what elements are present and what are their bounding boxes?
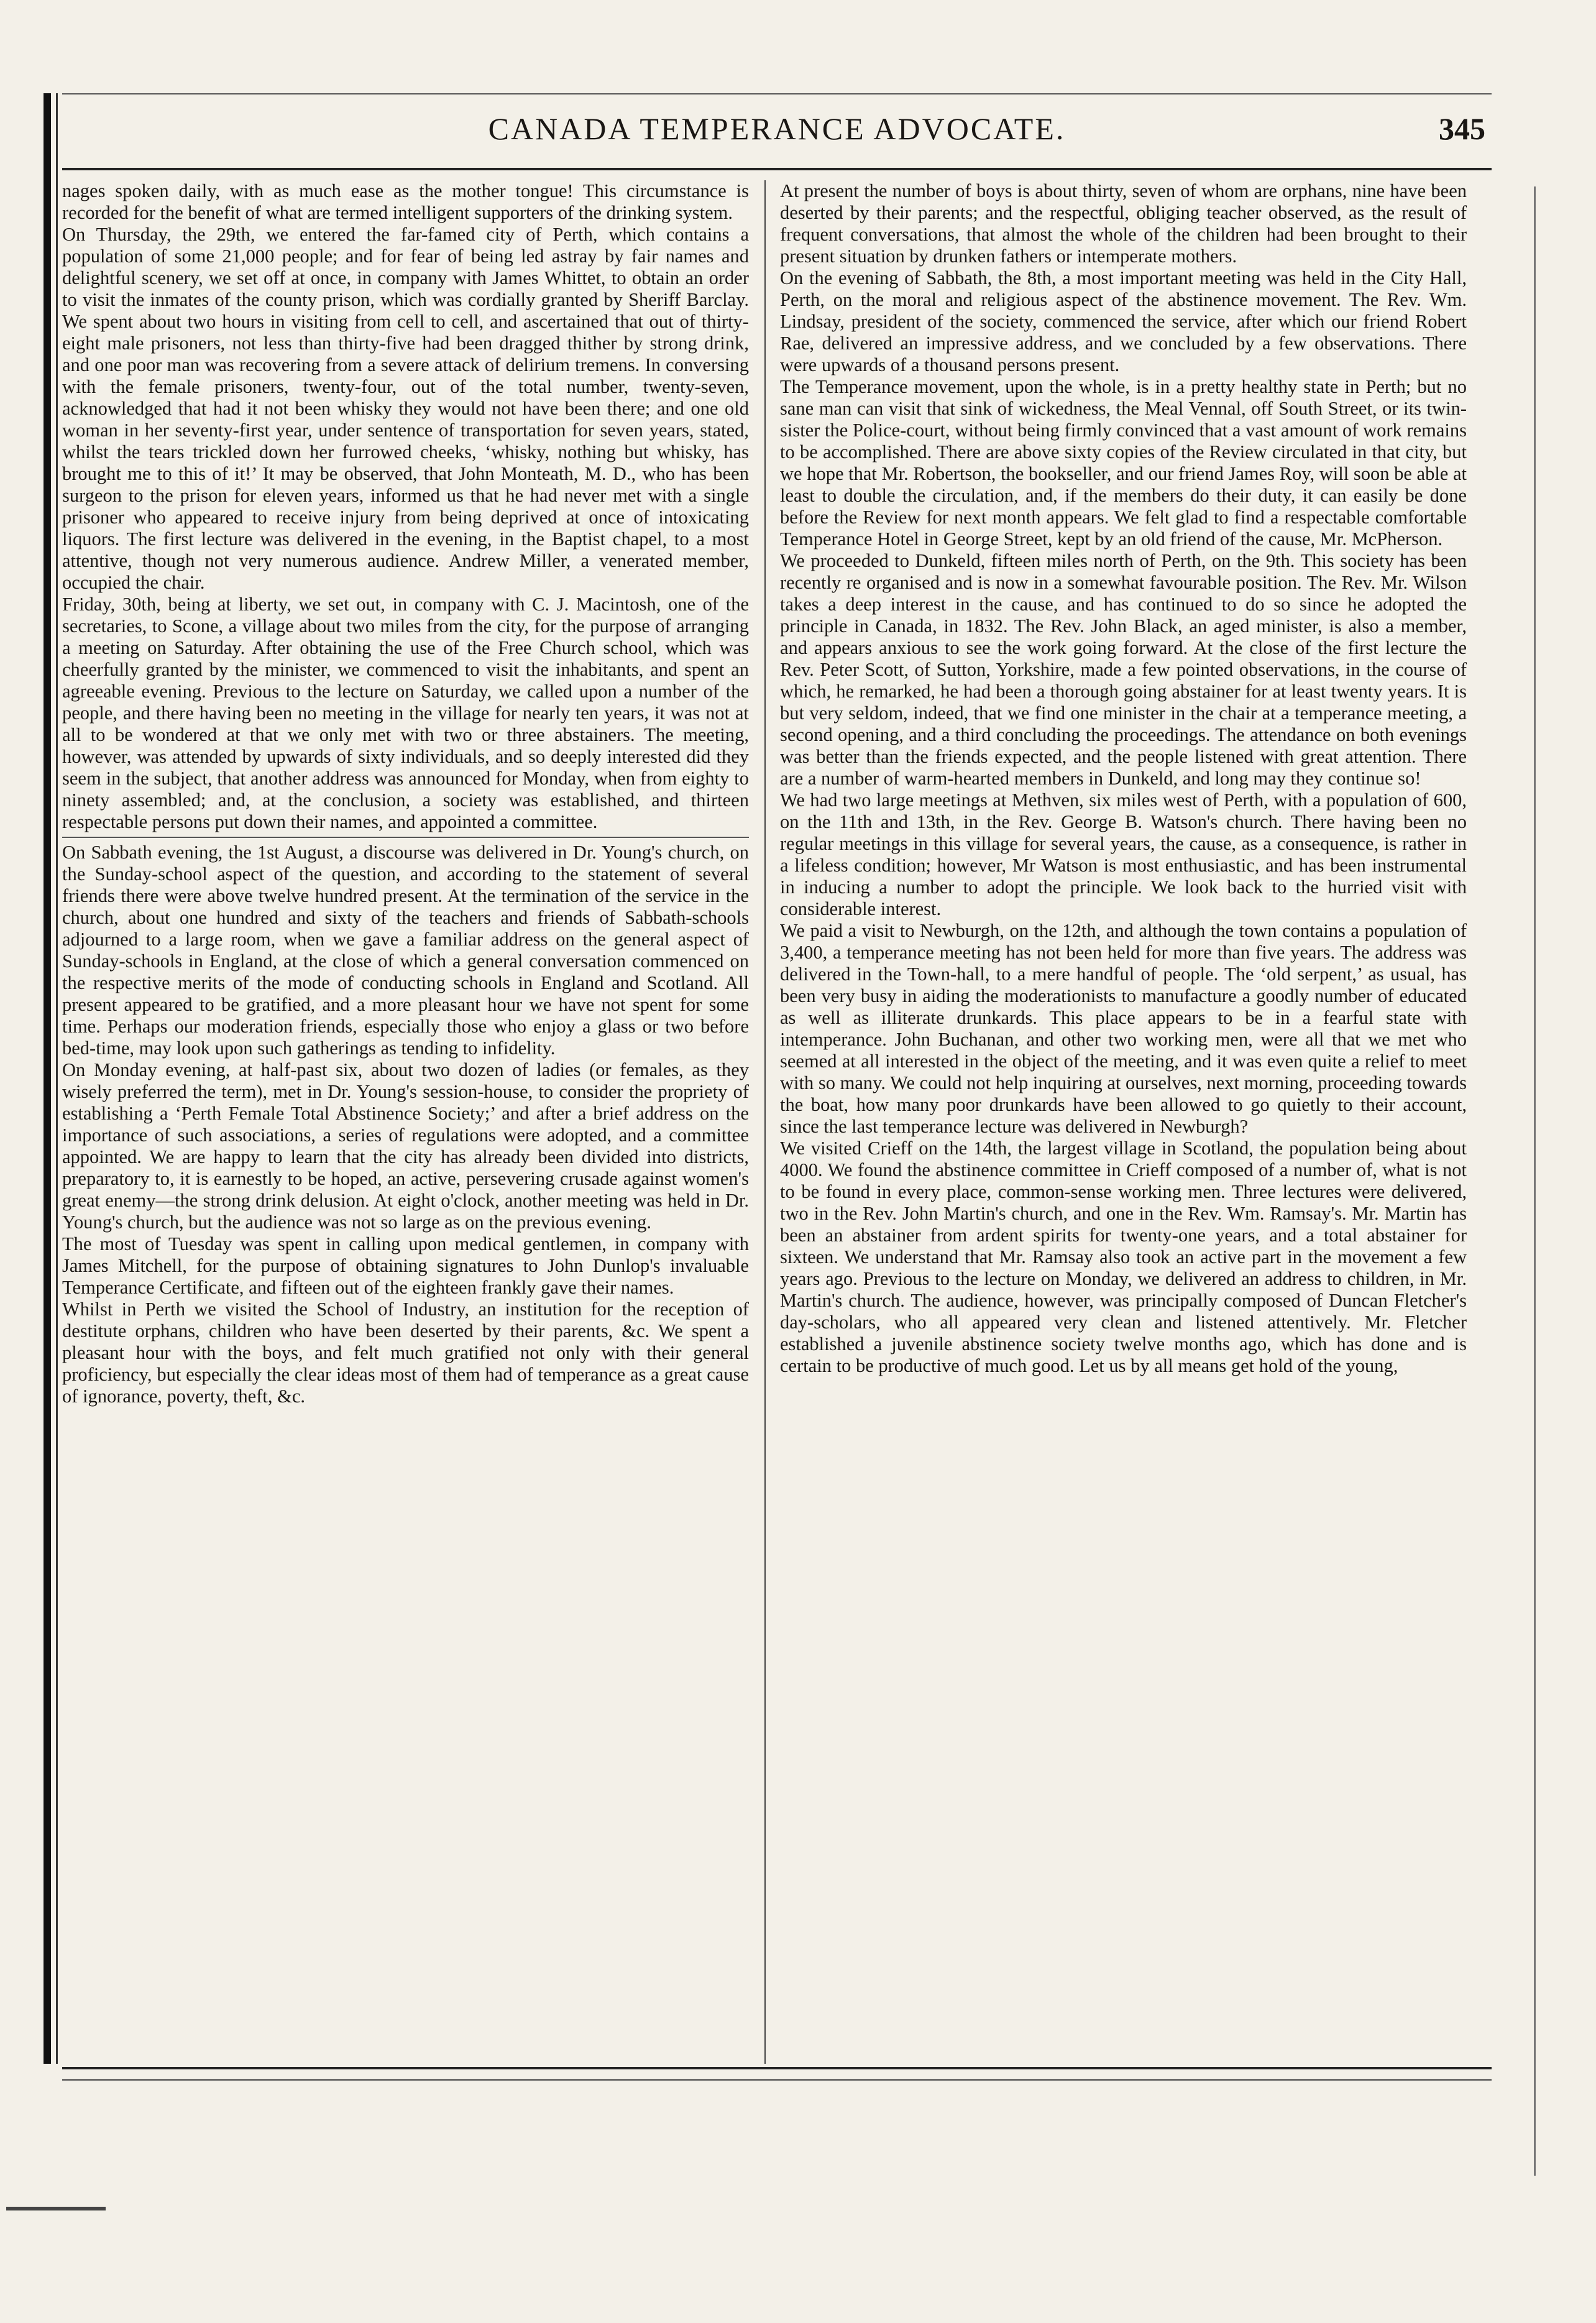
paragraph: Whilst in Perth we visited the School of Industry, an institution for the reception of destitute orphans, children who have been deserted by their parents, &c. We spent a pleasant hour with the boys, and felt much gratified not only with their general proficiency, but especially the clear ideas most of them had of temperance as a great cause of ignorance, poverty, theft, &c. — [62, 1299, 749, 1407]
footer-rule-thin — [62, 2079, 1492, 2081]
bottom-edge-mark — [6, 2207, 106, 2210]
paragraph: On the evening of Sabbath, the 8th, a most important meeting was held in the City Hall, Perth, on the moral and religious aspect of the abstinence movement. The Rev. Wm. Lindsay, president of the society, commenced the service, after which our friend Robert Rae, delivered an impressive address, and we concluded by a few observations. There were upwards of a thousand persons present. — [780, 267, 1467, 375]
column-divider — [764, 180, 766, 2064]
paragraph: The Temperance movement, upon the whole, is in a pretty healthy state in Perth; but no sane man can visit that sink of wickedness, the Meal Vennal, off South Street, or its twin-sister the Police-court, without being firmly convinced that a vast amount of work remains to be accomplished. There are above sixty copies of the Review circulated in that city, but we hope that Mr. Robertson, the bookseller, and our friend James Roy, will soon be able at least to double the circulation, and, if the members do their duty, it can easily be done before the Review for next month appears. We felt glad to find a respectable comfortable Temperance Hotel in George Street, kept by an old friend of the cause, Mr. McPherson. — [780, 376, 1467, 550]
paragraph: On Sabbath evening, the 1st August, a discourse was delivered in Dr. Young's church, on the Sunday-school aspect of the question, and according to the statement of several friends there were above twelve hundred present. At the termination of the service in the church, about one hundred and sixty of the teachers and friends of Sabbath-schools adjourned to a large room, when we gave a familiar address on the general aspect of Sunday-schools in England, at the close of which a general conversation commenced on the respective merits of the mode of conducting schools in England and Scotland. All present appeared to be gratified, and a more pleasant hour we have not spent for some time. Perhaps our moderation friends, especially those who enjoy a glass or two before bed-time, may look upon such gatherings as tending to infidelity. — [62, 842, 749, 1059]
paragraph: We visited Crieff on the 14th, the largest village in Scotland, the population being about 4000. We found the abstinence committee in Crieff composed of a number of, what is not to be found in every place, common-sense working men. Three lectures were delivered, two in the Rev. John Martin's church, and one in the Rev. Wm. Ramsay's. Mr. Martin has been an abstainer from ardent spirits for twenty-one years, and a total abstainer for sixteen. We understand that Mr. Ramsay also took an active part in the movement a few years ago. Previous to the lecture on Monday, we delivered an address to children, in Mr. Martin's church. The audience, however, was principally composed of Duncan Fletcher's day-scholars, who all appeared very clean and listened attentively. Mr. Fletcher established a juvenile abstinence society twelve months ago, which has done and is certain to be productive of much good. Let us by all means get hold of the young, — [780, 1138, 1467, 1376]
paragraph: We had two large meetings at Methven, six miles west of Perth, with a population of 600, on the 11th and 13th, in the Rev. George B. Watson's church. There having been no regular meetings in this village for several years, the cause, as a consequence, is rather in a lifeless condition; however, Mr Watson is most enthusiastic, and has been instrumental in inducing a number to adopt the principle. We look back to the hurried visit with considerable interest. — [780, 789, 1467, 919]
right-column — [780, 180, 1467, 1377]
paragraph: The most of Tuesday was spent in calling upon medical gentlemen, in company with James Mitchell, for the purpose of obtaining signatures to John Dunlop's invaluable Temperance Certificate, and fifteen out of the eighteen frankly gave their names. — [62, 1233, 749, 1298]
left-border-rule-thin — [56, 93, 58, 2064]
paragraph: We proceeded to Dunkeld, fifteen miles north of Perth, on the 9th. This society has been recently re organised and is now in a somewhat favourable position. The Rev. Mr. Wilson takes a deep interest in the cause, and has continued to do so since he adopted the principle in Canada, in 1832. The Rev. John Black, an aged minister, is also a member, and appears anxious to see the work going forward. At the close of the first lecture the Rev. Peter Scott, of Sutton, Yorkshire, made a few pointed observations, in the course of which, he remarked, he had been a thorough going abstainer for at least twenty years. It is but very seldom, indeed, that we find one minister in the chair at a temperance meeting, a second opening, and a third concluding the proceedings. The attendance on both evenings was better than the friends expected, and the people listened with great attention. There are a number of warm-hearted members in Dunkeld, and long may they continue so! — [780, 550, 1467, 789]
header-rule — [62, 168, 1492, 170]
left-border-rule — [44, 93, 51, 2064]
top-rule — [62, 93, 1492, 94]
footer-rule — [62, 2067, 1492, 2069]
running-title: CANADA TEMPERANCE ADVOCATE. — [488, 111, 1066, 146]
page-number: 345 — [1439, 111, 1485, 146]
paragraph: On Monday evening, at half-past six, about two dozen of ladies (or females, as they wisely preferred the term), met in Dr. Young's session-house, to consider the propriety of establishing a ‘Perth Female Total Abstinence Society;’ and after a brief address on the importance of such associations, a series of regulations were adopted, and a committee appointed. We are happy to learn that the city has already been divided into districts, preparatory to, it is earnestly to be hoped, an active, persevering crusade against women's great enemy—the strong drink delusion. At eight o'clock, another meeting was held in Dr. Young's church, but the audience was not so large as on the previous evening. — [62, 1059, 749, 1233]
section-divider — [62, 837, 749, 838]
page-header — [62, 99, 1492, 168]
left-column — [62, 180, 749, 1407]
paragraph: We paid a visit to Newburgh, on the 12th, and although the town contains a population of 3,400, a temperance meeting has not been held for more than five years. The address was delivered in the Town-hall, to a mere handful of people. The ‘old serpent,’ as usual, has been very busy in aiding the moderationists to manufacture a goodly number of educated as well as illiterate drunkards. This place appears to be in a fearful state with intemperance. John Buchanan, and other two working men, were all that we met who seemed at all interested in the object of the meeting, and it was even quite a relief to meet with so many. We could not help inquiring at ourselves, next morning, proceeding towards the boat, how many poor drunkards have been allowed to go quietly to their account, since the last temperance lecture was delivered in Newburgh? — [780, 920, 1467, 1137]
page — [44, 93, 1492, 2169]
paragraph: nages spoken daily, with as much ease as the mother tongue! This circumstance is recorded for the benefit of what are termed intelligent supporters of the drinking system. — [62, 180, 749, 223]
paragraph: On Thursday, the 29th, we entered the far-famed city of Perth, which contains a population of some 21,000 people; and for fear of being led astray by fair names and delightful scenery, we set off at once, in company with James Whittet, to obtain an order to visit the inmates of the county prison, which was cordially granted by Sheriff Barclay. We spent about two hours in visiting from cell to cell, and ascertained that out of thirty-eight male prisoners, not less than thirty-five had been dragged thither by strong drink, and one poor man was recovering from a severe attack of delirium tremens. In conversing with the female prisoners, twenty-four, out of the total number, twenty-seven, acknowledged that had it not been whisky they would not have been there; and one old woman in her seventy-first year, under sentence of transportation for seven years, stated, whilst the tears trickled down her furrowed cheeks, ‘whisky, nothing but whisky, has brought me to this of it!’ It may be observed, that John Monteath, M. D., who has been surgeon to the prison for eleven years, informed us that he had never met with a single prisoner who appeared to receive injury from being deprived at once of intoxicating liquors. The first lecture was delivered in the evening, in the Baptist chapel, to a most attentive, though not very numerous audience. Andrew Miller, a venerated member, occupied the chair. — [62, 224, 749, 593]
paragraph: Friday, 30th, being at liberty, we set out, in company with C. J. Macintosh, one of the secretaries, to Scone, a village about two miles from the city, for the purpose of arranging a meeting on Saturday. After obtaining the use of the Free Church school, which was cheerfully granted by the minister, we commenced to visit the inhabitants, and spent an agreeable evening. Previous to the lecture on Saturday, we called upon a number of the people, and there having been no meeting in the village for nearly ten years, it was not at all to be wondered at that we only met with two or three abstainers. The meeting, however, was attended by upwards of sixty individuals, and so deeply interested did they seem in the subject, that another address was announced for Monday, when from eighty to ninety assembled; and, at the conclusion, a society was established, and thirteen respectable persons put down their names, and appointed a committee. — [62, 594, 749, 832]
paragraph: At present the number of boys is about thirty, seven of whom are orphans, nine have been deserted by their parents; and the respectful, obliging teacher observed, as the result of frequent conversations, that almost the whole of the children had been brought to their present situation by drunken fathers or intemperate mothers. — [780, 180, 1467, 267]
right-border-rule — [1534, 186, 1536, 2176]
